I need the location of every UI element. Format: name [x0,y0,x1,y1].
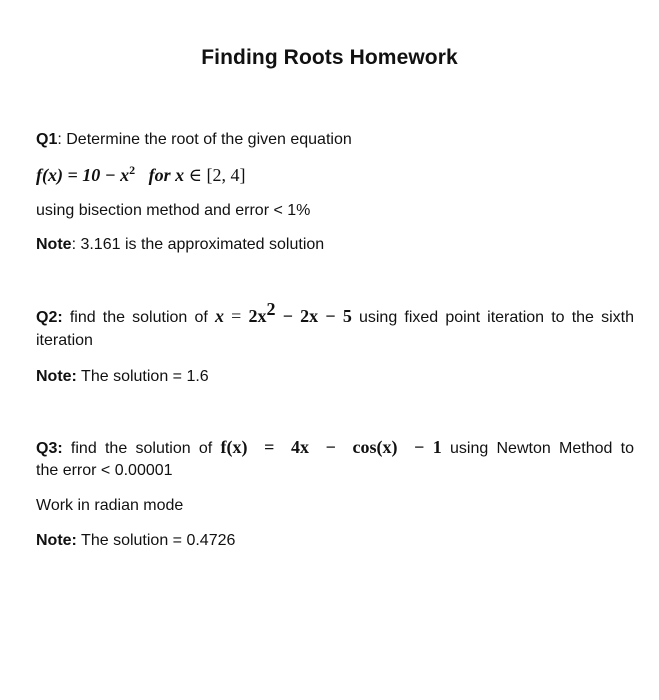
q3-prompt [36,435,634,461]
q1-eq-in-symbol: ∈ [188,165,202,185]
q2-prompt [36,299,635,330]
q3-equation: f(x) = 4x − cos(x) − 1 [220,437,442,457]
q1-eq-for: for x [148,165,185,185]
q2-note-label: Note: [36,368,77,385]
q3-prompt-line2: the error < 0.00001 [36,462,173,479]
q2-note [36,366,209,388]
q2-note-text: The solution = 1.6 [76,368,209,385]
q1-note [36,234,324,256]
q2-label: Q2: [36,309,63,326]
q3-note-text: The solution = 0.4726 [76,532,236,549]
q1-note-text: : 3.161 is the approximated solution [71,236,325,253]
q3-mode: Work in radian mode [36,497,184,514]
q3-label: Q3: [36,440,63,457]
q1-note-label: Note [36,236,72,253]
page-title: Finding Roots Homework [201,46,458,69]
q2-prompt-end: using fixed point iteration to the sixth [351,309,635,326]
q2-eq-equals: = [223,306,249,326]
q1-eq-interval: [2, 4] [206,165,246,185]
q1-eq-lhs: f(x) = 10 − x [36,165,130,185]
q3-prompt-end: using Newton Method to [441,440,634,457]
q1-prompt-text: : Determine the root of the given equation [57,131,352,148]
q3-prompt-start: find the solution of [62,440,221,457]
q2-prompt-start: find the solution of [62,309,215,326]
q2-prompt-line2: iteration [36,332,93,349]
q2-eq-term: 2x [248,306,267,326]
q2-eq-exponent: 2 [266,299,276,319]
q3-note [36,530,235,552]
q1-prompt [36,129,352,151]
q2-eq-rest: − 2x − 5 [275,306,352,326]
q2-eq-x: x [214,306,224,326]
q1-equation [36,164,245,186]
q3-note-label: Note: [36,532,77,549]
q1-eq-exponent: 2 [129,163,136,177]
q1-label: Q1 [36,131,58,148]
q1-method: using bisection method and error < 1% [36,202,311,219]
